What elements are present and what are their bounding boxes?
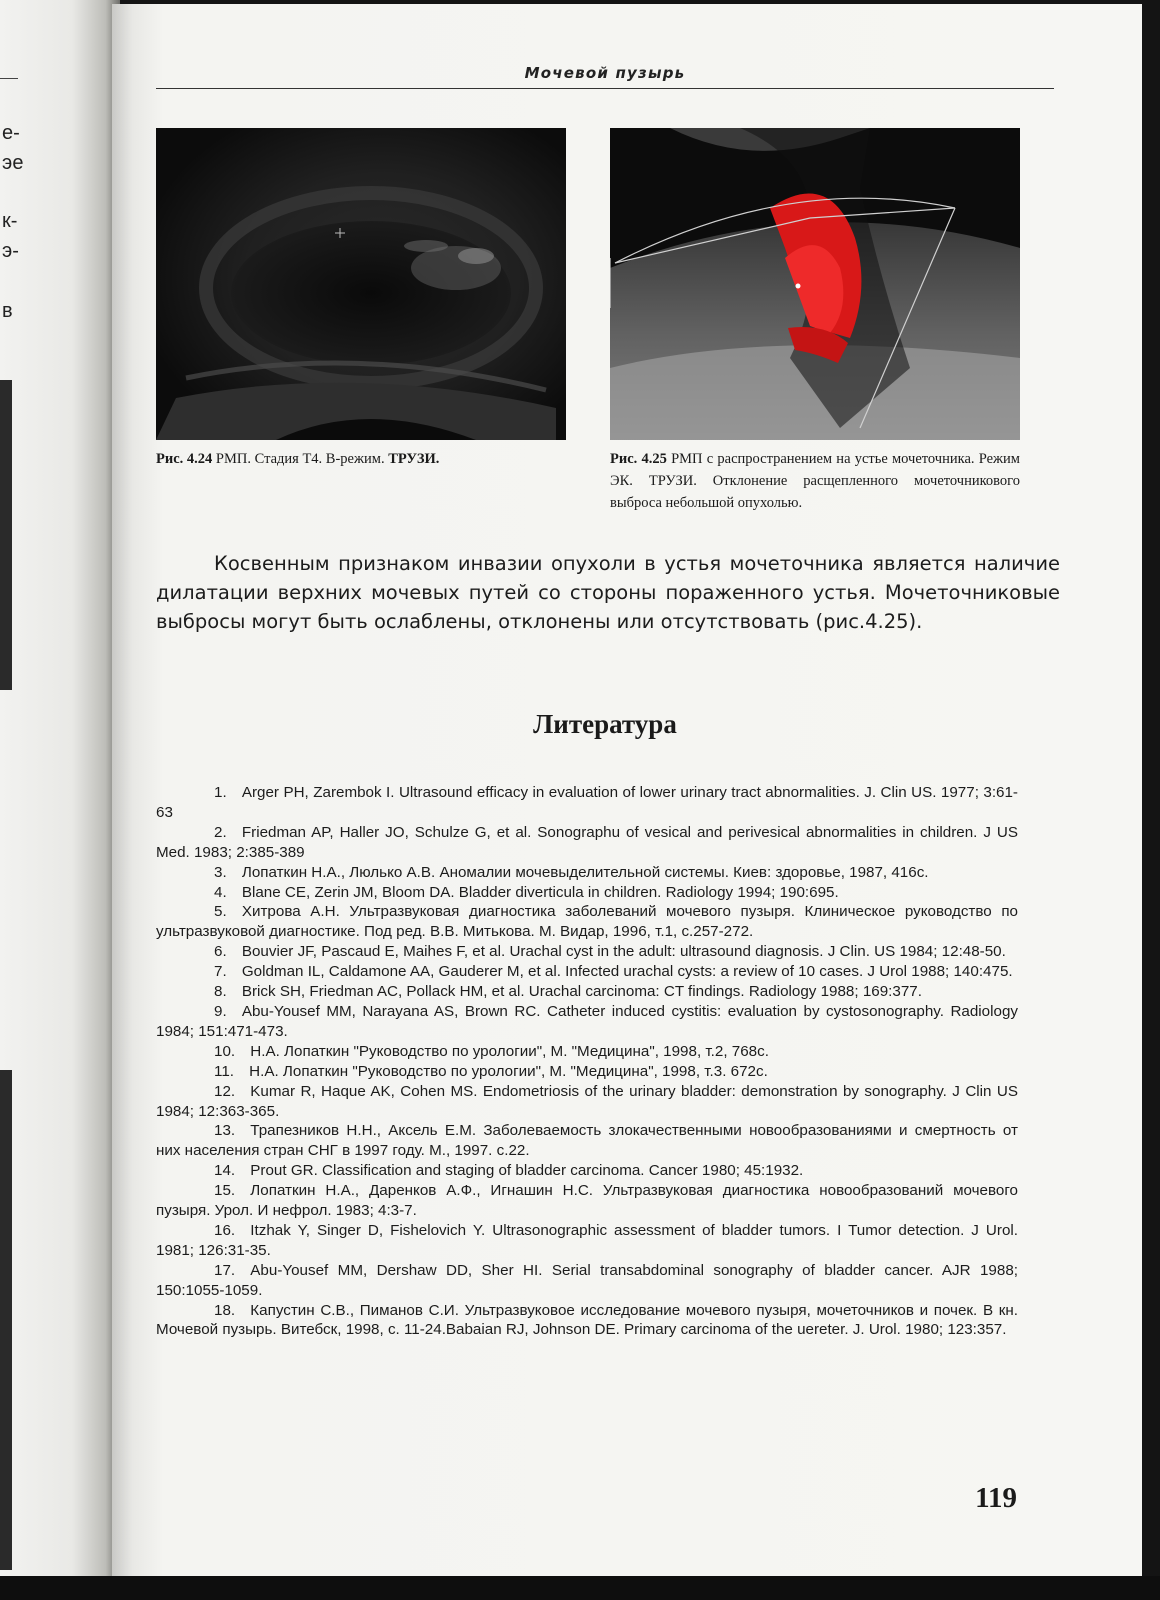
reference-item: 17. Abu-Yousef MM, Dershaw DD, Sher HI. Serial transabdominal sonography of bladder cancer. AJR 1988; 150:1055-1059. — [156, 1261, 1018, 1299]
facing-page-shadow — [0, 380, 12, 690]
reference-item: 14. Prout GR. Classification and staging of bladder carcinoma. Cancer 1980; 45:1932. — [214, 1162, 804, 1180]
facing-page-edge — [0, 0, 120, 1600]
running-head: Мочевой пузырь — [524, 64, 686, 82]
caption-text: РМП. Стадия Т4. В-режим. — [212, 451, 389, 467]
reference-item: 18. Капустин С.В., Пиманов С.И. Ультразвуковое исследование мочевого пузыря, мочеточников и почек. В кн. Мочевой пузырь. Витебск, 1998, с. 11-24.Babaian RJ, Johnson DE. Primary carcinoma of the uereter. J. Urol. 1980; 123:357. — [156, 1301, 1018, 1339]
reference-item: 13. Трапезников Н.Н., Аксель Е.М. Заболеваемость злокачественными новообразованиями и смертность от них населения стран СНГ в 1997 году. М., 1997. с.22. — [156, 1122, 1018, 1160]
facing-page-rule — [0, 78, 18, 79]
figure-label: Рис. 4.25 — [610, 451, 667, 467]
literature-heading: Литература — [533, 709, 677, 739]
reference-item: 5. Хитрова А.Н. Ультразвуковая диагностика заболеваний мочевого пузыря. Клиническое руководство по ультразвуковой диагностике. Под ред. В.В. Митькова. М. Видар, 1996, т.1, с.257-272. — [156, 903, 1018, 941]
reference-item: 10. Н.А. Лопаткин "Руководство по урологии", М. "Медицина", 1998, т.2, 768с. — [214, 1042, 769, 1060]
figure-4-25-caption — [610, 448, 1020, 514]
facing-page-fragment: е- — [2, 122, 20, 144]
facing-page-fragment: эе — [2, 152, 24, 174]
facing-page-fragment: к- — [2, 210, 18, 232]
reference-item: 15. Лопаткин Н.А., Даренков А.Ф., Игнашин Н.С. Ультразвуковая диагностика новообразований мочевого пузыря. Урол. И нефрол. 1983; 4:3-7. — [156, 1182, 1018, 1220]
reference-list — [156, 783, 1018, 1340]
reference-item: 6. Bouvier JF, Pascaud E, Maihes F, et al. Urachal cyst in the adult: ultrasound diagnosis. J Clin. US 1984; 12:48-50. — [214, 943, 1006, 961]
reference-item: 7. Goldman IL, Caldamone AA, Gauderer M, et al. Infected urachal cysts: a review of 10 cases. J Urol 1988; 140:475. — [214, 963, 1013, 981]
figure-label: Рис. 4.24 — [156, 451, 213, 467]
reference-item: 2. Friedman AP, Haller JO, Schulze G, et al. Sonographu of vesical and perivesical abnormalities in children. J US Med. 1983; 2:385-389 — [156, 823, 1018, 861]
reference-item: 9. Abu-Yousef MM, Narayana AS, Brown RC. Catheter induced cystitis: evaluation by cystosonography. Radiology 1984; 151:471-473. — [156, 1002, 1018, 1040]
reference-item: 1. Arger PH, Zarembok I. Ultrasound efficacy in evaluation of lower urinary tract abnormalities. J. Clin US. 1977; 3:61-63 — [156, 784, 1018, 821]
reference-item: 11. Н.А. Лопаткин "Руководство по урологии", М. "Медицина", 1998, т.3. 672с. — [214, 1062, 768, 1080]
reference-item: 4. Blane CE, Zerin JM, Bloom DA. Bladder diverticula in children. Radiology 1994; 190:695. — [214, 883, 839, 901]
book-page — [112, 4, 1142, 1576]
figure-4-25 — [610, 128, 1020, 440]
page-number: 119 — [975, 1482, 1017, 1514]
caption-text: РМП с распространением на устье мочеточника. Режим ЭК. ТРУЗИ. Отклонение расщепленного мочеточникового выброса небольшой опухолью. — [610, 451, 1020, 511]
caption-bold-end: ТРУЗИ. — [388, 451, 440, 467]
reference-item: 3. Лопаткин Н.А., Люлько А.В. Аномалии мочевыделительной системы. Киев: здоровье, 1987, 416с. — [214, 863, 929, 881]
ultrasound-color-doppler-image — [610, 128, 1020, 440]
running-head-rule — [156, 88, 1054, 89]
figure-4-24-caption — [156, 448, 566, 470]
facing-page-fragment: в — [2, 300, 13, 322]
figure-4-24 — [156, 128, 566, 440]
reference-item: 12. Kumar R, Haque AK, Cohen MS. Endometriosis of the urinary bladder: demonstration by sonography. J Clin US 1984; 12:363-365. — [156, 1082, 1018, 1120]
facing-page-shadow — [0, 1070, 12, 1570]
scan-bottom-edge — [0, 1576, 1160, 1600]
reference-item: 8. Brick SH, Friedman AC, Pollack HM, et al. Urachal carcinoma: CT findings. Radiology 1988; 169:377. — [214, 983, 922, 1001]
ultrasound-b-mode-image — [156, 128, 566, 440]
reference-item: 16. Itzhak Y, Singer D, Fishelovich Y. Ultrasonographic assessment of bladder tumors. I Tumor detection. J Urol. 1981; 126:31-35. — [156, 1221, 1018, 1259]
ultrasound-doppler-graphic — [610, 128, 1020, 440]
ultrasound-b-mode-graphic — [156, 128, 566, 440]
facing-page-fragment: э- — [2, 240, 19, 262]
body-paragraph: Косвенным признаком инвазии опухоли в устья мочеточника является наличие дилатации верхних мочевых путей со стороны пораженного устья. Мочеточниковые выбросы могут быть ослаблены, отклонены или отсутствовать (рис.4.25). — [156, 552, 1060, 633]
